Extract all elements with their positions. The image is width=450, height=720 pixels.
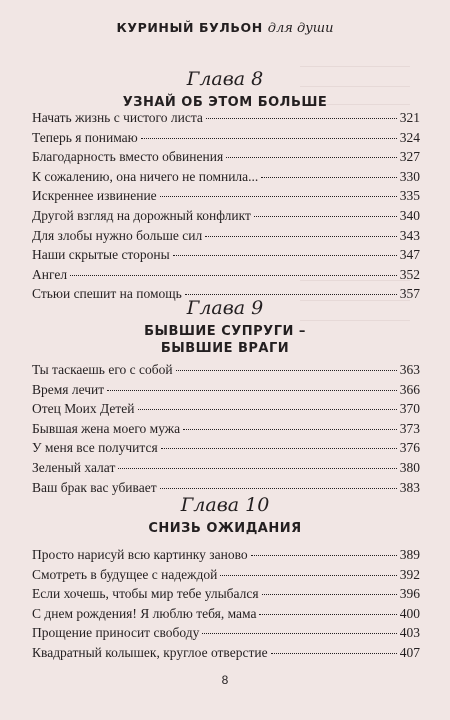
dot-leader bbox=[107, 390, 397, 391]
dot-leader bbox=[226, 157, 397, 158]
dot-leader bbox=[251, 555, 397, 556]
toc-entry bbox=[32, 625, 420, 645]
toc-entry bbox=[32, 188, 420, 208]
toc-entry bbox=[32, 228, 420, 248]
chapter-label: Глава 9 bbox=[186, 297, 264, 319]
toc-entry-page: 335 bbox=[399, 188, 420, 204]
toc-entry-page: 376 bbox=[399, 440, 420, 456]
toc-entry bbox=[32, 606, 420, 626]
toc-entry bbox=[32, 382, 420, 402]
dot-leader bbox=[160, 488, 397, 489]
dot-leader bbox=[262, 594, 397, 595]
toc-entry-page: 366 bbox=[399, 381, 420, 397]
chapter-10-heading bbox=[0, 494, 450, 537]
toc-entry-title: Начать жизнь с чистого листа bbox=[32, 110, 203, 125]
dot-leader bbox=[271, 653, 397, 654]
page-number: 8 bbox=[221, 673, 229, 687]
toc-entry-title: Благодарность вместо обвинения bbox=[32, 149, 224, 165]
toc-entry-title: У меня все получится bbox=[32, 440, 158, 456]
toc-entry-page: 370 bbox=[399, 401, 420, 417]
chapter-title: УЗНАЙ ОБ ЭТОМ БОЛЬШЕ bbox=[122, 95, 328, 110]
toc-entry-page: 357 bbox=[399, 286, 420, 302]
toc-entry-title: Искреннее извинение bbox=[32, 188, 157, 204]
toc-entry-title: Если хочешь, чтобы мир тебе улыбался bbox=[32, 586, 259, 602]
toc-entry bbox=[32, 208, 420, 228]
bleed-through-line bbox=[300, 66, 410, 67]
toc-entry-title: Время лечит bbox=[32, 381, 105, 397]
toc-entry-title: К сожалению, она ничего не помнила... bbox=[32, 168, 259, 184]
toc-entry-title: Отец Моих Детей bbox=[32, 401, 135, 417]
chapter-8-heading bbox=[0, 68, 450, 111]
toc-entry bbox=[32, 110, 420, 130]
toc-entry-title: Другой взгляд на дорожный конфликт bbox=[32, 207, 251, 223]
dot-leader bbox=[160, 196, 397, 197]
toc-entry-page: 330 bbox=[399, 168, 420, 184]
dot-leader bbox=[138, 409, 397, 410]
toc-entry-page: 392 bbox=[399, 566, 420, 582]
toc-entry bbox=[32, 362, 420, 382]
chapter-8-entries bbox=[32, 110, 420, 306]
toc-entry bbox=[32, 130, 420, 150]
dot-leader bbox=[220, 575, 396, 576]
toc-entry-title: Стьюи спешит на помощь bbox=[32, 286, 182, 302]
toc-entry bbox=[32, 586, 420, 606]
toc-entry-title: Теперь я понимаю bbox=[32, 129, 138, 145]
toc-entry-page: 343 bbox=[399, 227, 420, 243]
toc-entry bbox=[32, 169, 420, 189]
running-header-title: КУРИНЫЙ БУЛЬОН bbox=[116, 20, 263, 35]
toc-entry-title: Прощение приносит свободу bbox=[32, 625, 200, 641]
dot-leader bbox=[206, 118, 397, 119]
toc-entry-page: 321 bbox=[399, 110, 420, 125]
toc-entry bbox=[32, 645, 420, 665]
toc-entry-page: 396 bbox=[399, 586, 420, 602]
toc-entry bbox=[32, 401, 420, 421]
toc-entry-page: 383 bbox=[399, 479, 420, 495]
dot-leader bbox=[173, 255, 397, 256]
toc-entry bbox=[32, 421, 420, 441]
dot-leader bbox=[259, 614, 396, 615]
chapter-9-entries bbox=[32, 362, 420, 499]
toc-entry-page: 407 bbox=[399, 644, 420, 660]
toc-entry bbox=[32, 547, 420, 567]
toc-entry bbox=[32, 460, 420, 480]
toc-entry-page: 347 bbox=[399, 247, 420, 263]
toc-entry-page: 352 bbox=[399, 266, 420, 282]
running-header bbox=[0, 20, 450, 36]
toc-entry-page: 389 bbox=[399, 547, 420, 562]
toc-entry bbox=[32, 149, 420, 169]
toc-entry-title: Квадратный колышек, круглое отверстие bbox=[32, 644, 268, 660]
toc-entry-page: 340 bbox=[399, 207, 420, 223]
toc-entry-title: Ты таскаешь его с собой bbox=[32, 362, 173, 377]
running-header-script: для души bbox=[267, 21, 334, 36]
toc-entry-title: Ваш брак вас убивает bbox=[32, 479, 157, 495]
chapter-9-heading bbox=[0, 297, 450, 357]
toc-entry-title: Для злобы нужно больше сил bbox=[32, 227, 203, 243]
toc-entry-page: 380 bbox=[399, 459, 420, 475]
toc-entry-page: 363 bbox=[399, 362, 420, 377]
toc-entry-title: С днем рождения! Я люблю тебя, мама bbox=[32, 605, 257, 621]
dot-leader bbox=[254, 216, 397, 217]
toc-entry-page: 400 bbox=[399, 605, 420, 621]
chapter-10-entries bbox=[32, 547, 420, 665]
toc-entry-title: Ангел bbox=[32, 266, 68, 282]
chapter-label: Глава 8 bbox=[186, 68, 264, 90]
dot-leader bbox=[205, 236, 397, 237]
dot-leader bbox=[202, 633, 396, 634]
toc-entry bbox=[32, 567, 420, 587]
toc-entry-title: Зеленый халат bbox=[32, 459, 116, 475]
dot-leader bbox=[185, 294, 397, 295]
toc-entry-page: 373 bbox=[399, 420, 420, 436]
toc-entry-page: 403 bbox=[399, 625, 420, 641]
toc-entry-title: Бывшая жена моего мужа bbox=[32, 420, 181, 436]
toc-entry-title: Смотреть в будущее с надеждой bbox=[32, 566, 218, 582]
dot-leader bbox=[183, 429, 397, 430]
chapter-label: Глава 10 bbox=[180, 494, 270, 516]
dot-leader bbox=[161, 448, 397, 449]
toc-entry bbox=[32, 267, 420, 287]
chapter-title-line-2: БЫВШИЕ ВРАГИ bbox=[160, 341, 290, 356]
dot-leader bbox=[118, 468, 396, 469]
chapter-title-line-1: БЫВШИЕ СУПРУГИ – bbox=[144, 324, 306, 339]
toc-entry-title: Просто нарисуй всю картинку заново bbox=[32, 547, 248, 562]
toc-entry-page: 324 bbox=[399, 129, 420, 145]
toc-entry bbox=[32, 440, 420, 460]
dot-leader bbox=[70, 275, 397, 276]
dot-leader bbox=[176, 370, 397, 371]
toc-entry-page: 327 bbox=[399, 149, 420, 165]
toc-entry bbox=[32, 247, 420, 267]
toc-entry-title: Наши скрытые стороны bbox=[32, 247, 170, 263]
dot-leader bbox=[141, 138, 397, 139]
dot-leader bbox=[261, 177, 396, 178]
chapter-title: СНИЗЬ ОЖИДАНИЯ bbox=[148, 521, 302, 536]
